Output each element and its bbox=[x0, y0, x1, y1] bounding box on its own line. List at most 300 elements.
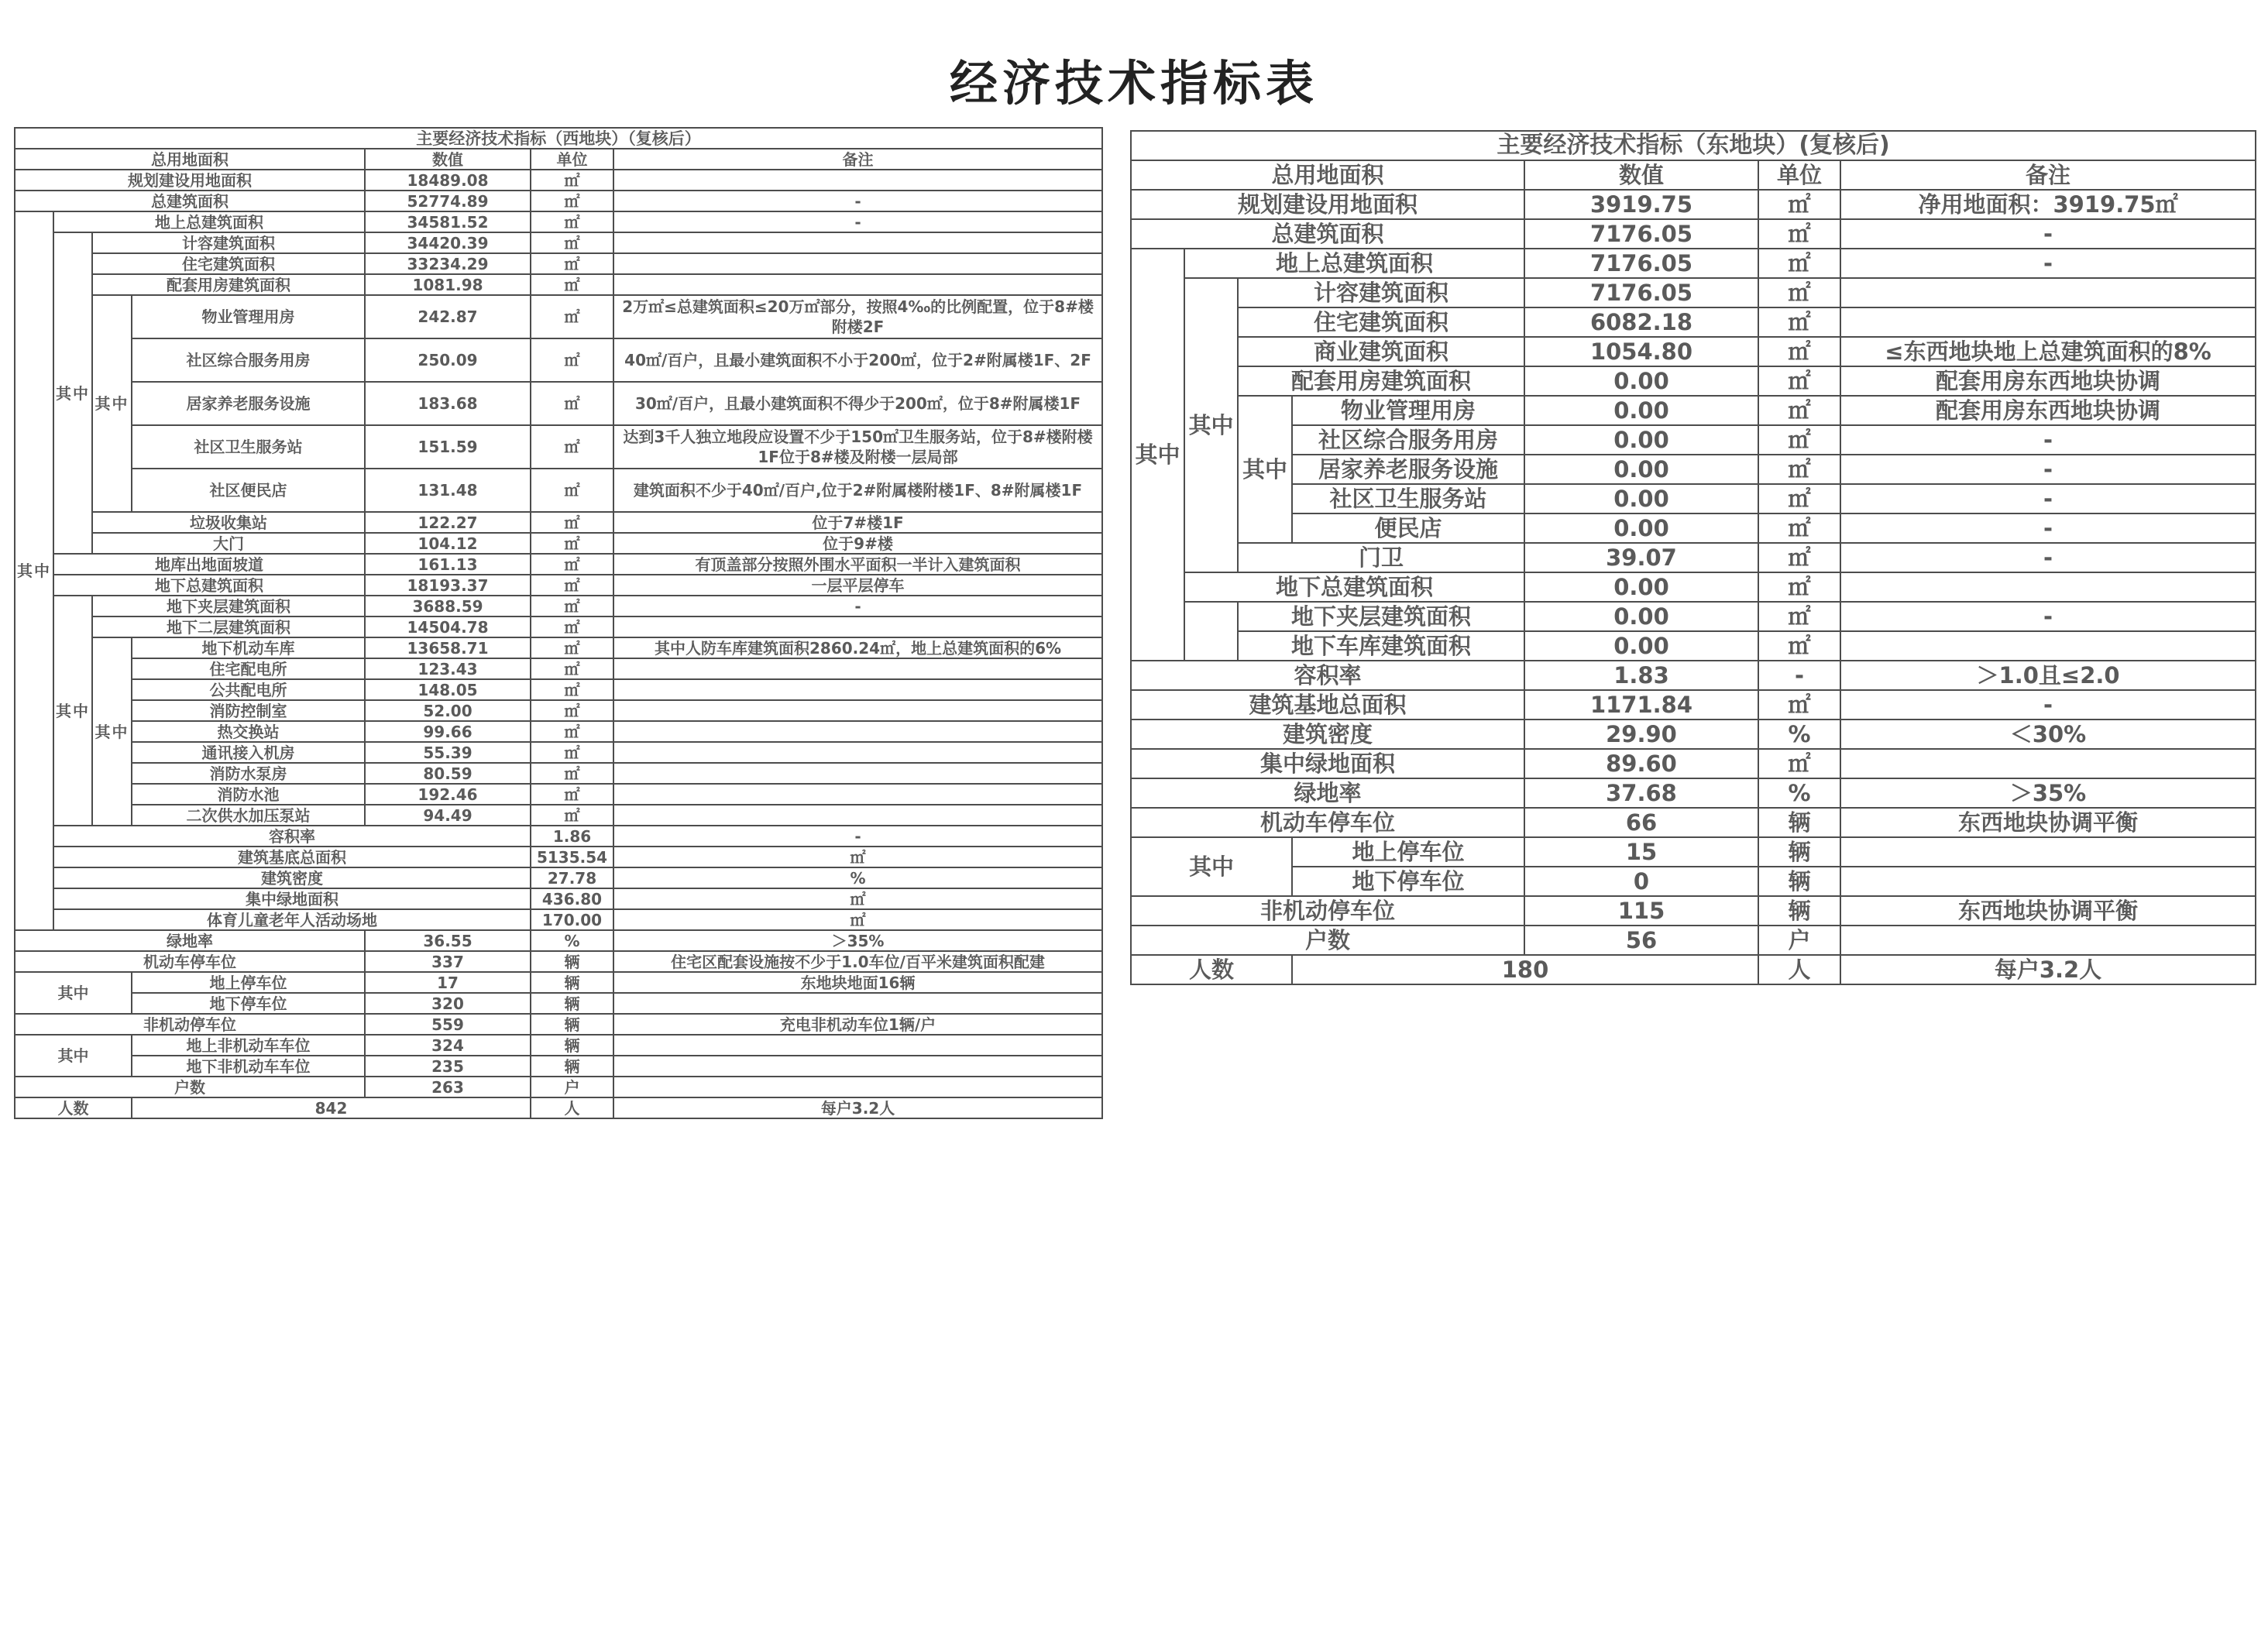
table-row bbox=[15, 972, 1102, 993]
table-row bbox=[1131, 955, 2256, 984]
table-row bbox=[1131, 307, 2256, 337]
unit-cell: 辆 bbox=[1758, 867, 1840, 896]
table-row bbox=[15, 763, 1102, 784]
item-label-cell: 总建筑面积 bbox=[1131, 219, 1524, 249]
remark-cell bbox=[613, 784, 1102, 805]
value-cell: 34581.52 bbox=[365, 211, 531, 232]
unit-cell: % bbox=[1758, 778, 1840, 808]
unit-cell: ㎡ bbox=[531, 253, 613, 274]
item-label-cell: 建筑密度 bbox=[53, 867, 531, 888]
remark-cell: - bbox=[1840, 543, 2256, 572]
unit-cell: ㎡ bbox=[1758, 690, 1840, 720]
west-table-title: 主要经济技术指标（西地块）（复核后） bbox=[15, 128, 1102, 149]
table-row bbox=[1131, 808, 2256, 837]
item-label-cell: 地下二层建筑面积 bbox=[92, 616, 365, 637]
unit-cell: ㎡ bbox=[531, 700, 613, 721]
header-value: 数值 bbox=[1524, 160, 1758, 190]
value-cell: 559 bbox=[365, 1014, 531, 1035]
table-row bbox=[15, 512, 1102, 533]
remark-cell: - bbox=[613, 596, 1102, 616]
unit-cell: 辆 bbox=[531, 993, 613, 1014]
unit-cell: ㎡ bbox=[531, 338, 613, 382]
unit-cell: - bbox=[1758, 661, 1840, 690]
value-cell: 52.00 bbox=[365, 700, 531, 721]
remark-cell: 位于9#楼 bbox=[613, 533, 1102, 554]
qizhong-label: 其中 bbox=[15, 972, 132, 1014]
table-row bbox=[15, 533, 1102, 554]
remark-cell bbox=[1840, 307, 2256, 337]
qizhong-label: 其中 bbox=[15, 1035, 132, 1077]
remark-cell: - bbox=[1840, 690, 2256, 720]
remark-cell bbox=[613, 274, 1102, 295]
remark-cell bbox=[613, 616, 1102, 637]
table-row bbox=[1131, 837, 2256, 867]
table-row bbox=[15, 338, 1102, 382]
unit-cell: ㎡ bbox=[1758, 543, 1840, 572]
table-row bbox=[15, 805, 1102, 826]
item-label-cell: 地上停车位 bbox=[1292, 837, 1524, 867]
unit-cell: ㎡ bbox=[1758, 219, 1840, 249]
value-cell: 1171.84 bbox=[1524, 690, 1758, 720]
table-row bbox=[1131, 455, 2256, 484]
unit-cell: % bbox=[613, 867, 1102, 888]
value-cell: 37.68 bbox=[1524, 778, 1758, 808]
value-cell: 52774.89 bbox=[365, 191, 531, 211]
value-cell: 3919.75 bbox=[1524, 190, 1758, 219]
unit-cell: 辆 bbox=[531, 1014, 613, 1035]
table-row bbox=[15, 616, 1102, 637]
qizhong-label: 其中 bbox=[15, 211, 53, 930]
value-cell: 131.48 bbox=[365, 469, 531, 512]
header-value: 数值 bbox=[365, 149, 531, 170]
item-label-cell: 计容建筑面积 bbox=[1238, 278, 1524, 307]
table-row bbox=[1131, 602, 2256, 631]
remark-cell: - bbox=[1840, 602, 2256, 631]
remark-cell bbox=[613, 658, 1102, 679]
value-cell: 0.00 bbox=[1524, 513, 1758, 543]
remark-cell: 每户3.2人 bbox=[613, 1097, 1102, 1118]
item-label-cell: 地下停车位 bbox=[132, 993, 365, 1014]
item-label-cell: 地上非机动车车位 bbox=[132, 1035, 365, 1056]
item-label-cell: 物业管理用房 bbox=[132, 295, 365, 338]
value-cell: 33234.29 bbox=[365, 253, 531, 274]
unit-cell: 辆 bbox=[531, 972, 613, 993]
value-cell: 18489.08 bbox=[365, 170, 531, 191]
remark-cell bbox=[613, 721, 1102, 742]
value-cell: 170.00 bbox=[531, 909, 613, 930]
unit-cell: ㎡ bbox=[531, 512, 613, 533]
remark-cell: 东西地块协调平衡 bbox=[1840, 808, 2256, 837]
item-label-cell: 地上总建筑面积 bbox=[53, 211, 365, 232]
table-row bbox=[15, 679, 1102, 700]
remark-cell: 东西地块协调平衡 bbox=[1840, 896, 2256, 926]
table-row bbox=[15, 1077, 1102, 1097]
item-label-cell: 地下总建筑面积 bbox=[53, 575, 365, 596]
value-cell: 55.39 bbox=[365, 742, 531, 763]
unit-cell: ㎡ bbox=[531, 554, 613, 575]
unit-cell: ㎡ bbox=[531, 616, 613, 637]
table-row bbox=[1131, 749, 2256, 778]
unit-cell: ㎡ bbox=[1758, 366, 1840, 396]
remark-cell: 建筑面积不少于40㎡/百户,位于2#附属楼附楼1F、8#附属楼1F bbox=[613, 469, 1102, 512]
value-cell: 436.80 bbox=[531, 888, 613, 909]
remark-cell bbox=[613, 1056, 1102, 1077]
item-label-cell: 人数 bbox=[15, 1097, 132, 1118]
table-row bbox=[1131, 249, 2256, 278]
value-cell: 148.05 bbox=[365, 679, 531, 700]
value-cell: 263 bbox=[365, 1077, 531, 1097]
value-cell: 3688.59 bbox=[365, 596, 531, 616]
unit-cell: ㎡ bbox=[531, 425, 613, 469]
value-cell: 161.13 bbox=[365, 554, 531, 575]
remark-cell: - bbox=[1840, 455, 2256, 484]
table-row bbox=[1131, 926, 2256, 955]
value-cell: 0.00 bbox=[1524, 425, 1758, 455]
item-label-cell: 社区便民店 bbox=[132, 469, 365, 512]
value-cell: 320 bbox=[365, 993, 531, 1014]
unit-cell: 辆 bbox=[531, 1056, 613, 1077]
value-cell: 123.43 bbox=[365, 658, 531, 679]
value-cell: 1.86 bbox=[531, 826, 613, 847]
item-label-cell: 户数 bbox=[15, 1077, 365, 1097]
remark-cell: 一层平层停车 bbox=[613, 575, 1102, 596]
item-label-cell: 绿地率 bbox=[15, 930, 365, 951]
remark-cell: 充电非机动车位1辆/户 bbox=[613, 1014, 1102, 1035]
value-cell: 15 bbox=[1524, 837, 1758, 867]
remark-cell: 30㎡/百户，且最小建筑面积不得少于200㎡，位于8#附属楼1F bbox=[613, 382, 1102, 425]
remark-cell bbox=[613, 253, 1102, 274]
unit-cell: ㎡ bbox=[531, 533, 613, 554]
item-label-cell: 人数 bbox=[1131, 955, 1292, 984]
header-total-area: 总用地面积 bbox=[1131, 160, 1524, 190]
unit-cell: ㎡ bbox=[531, 679, 613, 700]
value-cell: 337 bbox=[365, 951, 531, 972]
table-row bbox=[1131, 190, 2256, 219]
table-row bbox=[1131, 425, 2256, 455]
value-cell: 0.00 bbox=[1524, 631, 1758, 661]
remark-cell: - bbox=[1840, 513, 2256, 543]
item-label-cell: 消防控制室 bbox=[132, 700, 365, 721]
value-cell: 5135.54 bbox=[531, 847, 613, 867]
table-row bbox=[1131, 631, 2256, 661]
unit-cell: ㎡ bbox=[1758, 190, 1840, 219]
item-label-cell: 社区综合服务用房 bbox=[1292, 425, 1524, 455]
unit-cell: 户 bbox=[531, 1077, 613, 1097]
value-cell: 39.07 bbox=[1524, 543, 1758, 572]
table-row bbox=[15, 469, 1102, 512]
remark-cell: - bbox=[613, 211, 1102, 232]
unit-cell: ㎡ bbox=[531, 658, 613, 679]
unit-cell: ㎡ bbox=[531, 232, 613, 253]
table-row bbox=[15, 1056, 1102, 1077]
table-row bbox=[1131, 484, 2256, 513]
value-cell: 324 bbox=[365, 1035, 531, 1056]
item-label-cell: 总建筑面积 bbox=[15, 191, 365, 211]
unit-cell: ㎡ bbox=[1758, 337, 1840, 366]
item-label-cell: 公共配电所 bbox=[132, 679, 365, 700]
item-label-cell: 地下夹层建筑面积 bbox=[92, 596, 365, 616]
remark-cell bbox=[1840, 749, 2256, 778]
value-cell: 0.00 bbox=[1524, 455, 1758, 484]
qizhong-label: 其中 bbox=[92, 637, 132, 826]
item-label-cell: 地下车库建筑面积 bbox=[1238, 631, 1524, 661]
value-cell: 36.55 bbox=[365, 930, 531, 951]
unit-cell: ㎡ bbox=[1758, 425, 1840, 455]
qizhong-label: 其中 bbox=[1184, 278, 1238, 572]
remark-cell: 东地块地面16辆 bbox=[613, 972, 1102, 993]
table-row bbox=[1131, 896, 2256, 926]
item-label-cell: 地上总建筑面积 bbox=[1184, 249, 1524, 278]
item-label-cell: 机动车停车位 bbox=[1131, 808, 1524, 837]
table-row bbox=[1131, 543, 2256, 572]
unit-cell: ㎡ bbox=[531, 469, 613, 512]
value-cell: 14504.78 bbox=[365, 616, 531, 637]
item-label-cell: 规划建设用地面积 bbox=[1131, 190, 1524, 219]
item-label-cell: 集中绿地面积 bbox=[53, 888, 531, 909]
remark-cell: 配套用房东西地块协调 bbox=[1840, 366, 2256, 396]
item-label-cell: 容积率 bbox=[1131, 661, 1524, 690]
item-label-cell: 二次供水加压泵站 bbox=[132, 805, 365, 826]
table-row bbox=[15, 1035, 1102, 1056]
item-label-cell: 户数 bbox=[1131, 926, 1524, 955]
unit-cell: ㎡ bbox=[531, 763, 613, 784]
remark-cell: - bbox=[1840, 484, 2256, 513]
west-indicator-table bbox=[14, 127, 1103, 1119]
item-label-cell: 非机动停车位 bbox=[1131, 896, 1524, 926]
remark-cell: - bbox=[1840, 219, 2256, 249]
unit-cell: ㎡ bbox=[613, 909, 1102, 930]
item-label-cell: 非机动停车位 bbox=[15, 1014, 365, 1035]
table-row bbox=[1131, 572, 2256, 602]
value-cell: 27.78 bbox=[531, 867, 613, 888]
remark-cell: 2万㎡≤总建筑面积≤20万㎡部分，按照4‰的比例配置，位于8#楼附楼2F bbox=[613, 295, 1102, 338]
remark-cell bbox=[1840, 572, 2256, 602]
value-cell: 0.00 bbox=[1524, 366, 1758, 396]
table-row bbox=[15, 867, 1102, 888]
item-label-cell: 社区卫生服务站 bbox=[1292, 484, 1524, 513]
remark-cell bbox=[613, 232, 1102, 253]
unit-cell: % bbox=[1758, 720, 1840, 749]
unit-cell: ㎡ bbox=[1758, 631, 1840, 661]
table-row bbox=[15, 909, 1102, 930]
table-row bbox=[15, 1014, 1102, 1035]
value-cell: 242.87 bbox=[365, 295, 531, 338]
value-cell: 183.68 bbox=[365, 382, 531, 425]
unit-cell: ㎡ bbox=[531, 211, 613, 232]
remark-cell: 位于7#楼1F bbox=[613, 512, 1102, 533]
value-cell: 89.60 bbox=[1524, 749, 1758, 778]
item-label-cell: 消防水池 bbox=[132, 784, 365, 805]
unit-cell: ㎡ bbox=[531, 575, 613, 596]
unit-cell: ㎡ bbox=[531, 742, 613, 763]
table-row bbox=[1131, 690, 2256, 720]
unit-cell: 户 bbox=[1758, 926, 1840, 955]
remark-cell: 净用地面积：3919.75㎡ bbox=[1840, 190, 2256, 219]
value-cell: 842 bbox=[132, 1097, 531, 1118]
table-row bbox=[15, 191, 1102, 211]
remark-cell bbox=[613, 679, 1102, 700]
value-cell: 0.00 bbox=[1524, 602, 1758, 631]
table-row bbox=[15, 295, 1102, 338]
unit-cell: 辆 bbox=[1758, 808, 1840, 837]
value-cell: 34420.39 bbox=[365, 232, 531, 253]
header-total-area: 总用地面积 bbox=[15, 149, 365, 170]
value-cell: 122.27 bbox=[365, 512, 531, 533]
page-title: 经济技术指标表 bbox=[949, 55, 1318, 112]
item-label-cell: 地下总建筑面积 bbox=[1184, 572, 1524, 602]
value-cell: 151.59 bbox=[365, 425, 531, 469]
item-label-cell: 建筑基底总面积 bbox=[53, 847, 531, 867]
item-label-cell: 地下非机动车车位 bbox=[132, 1056, 365, 1077]
qizhong-label: 其中 bbox=[92, 295, 132, 512]
remark-cell: 40㎡/百户，且最小建筑面积不小于200㎡，位于2#附属楼1F、2F bbox=[613, 338, 1102, 382]
value-cell: 29.90 bbox=[1524, 720, 1758, 749]
value-cell: 115 bbox=[1524, 896, 1758, 926]
unit-cell: ㎡ bbox=[1758, 396, 1840, 425]
remark-cell bbox=[1840, 837, 2256, 867]
value-cell: 1054.80 bbox=[1524, 337, 1758, 366]
header-remark: 备注 bbox=[1840, 160, 2256, 190]
item-label-cell: 物业管理用房 bbox=[1292, 396, 1524, 425]
unit-cell: 辆 bbox=[531, 951, 613, 972]
table-row bbox=[1131, 366, 2256, 396]
item-label-cell: 机动车停车位 bbox=[15, 951, 365, 972]
table-row bbox=[15, 253, 1102, 274]
remark-cell bbox=[613, 805, 1102, 826]
item-label-cell: 地库出地面坡道 bbox=[53, 554, 365, 575]
qizhong-label: 其中 bbox=[1238, 396, 1292, 543]
unit-cell: ㎡ bbox=[1758, 455, 1840, 484]
table-title-row bbox=[1131, 131, 2256, 160]
table-row bbox=[1131, 867, 2256, 896]
table-row bbox=[15, 274, 1102, 295]
item-label-cell: 集中绿地面积 bbox=[1131, 749, 1524, 778]
unit-cell: ㎡ bbox=[531, 721, 613, 742]
table-row bbox=[15, 1097, 1102, 1118]
value-cell: 104.12 bbox=[365, 533, 531, 554]
value-cell: 17 bbox=[365, 972, 531, 993]
item-label-cell: 绿地率 bbox=[1131, 778, 1524, 808]
remark-cell: - bbox=[1840, 249, 2256, 278]
value-cell: 0.00 bbox=[1524, 484, 1758, 513]
item-label-cell: 居家养老服务设施 bbox=[1292, 455, 1524, 484]
table-row bbox=[15, 888, 1102, 909]
item-label-cell: 容积率 bbox=[53, 826, 531, 847]
item-label-cell: 商业建筑面积 bbox=[1238, 337, 1524, 366]
value-cell: 7176.05 bbox=[1524, 219, 1758, 249]
blank-cell bbox=[1184, 602, 1238, 661]
header-row bbox=[1131, 160, 2256, 190]
unit-cell: ㎡ bbox=[1758, 307, 1840, 337]
item-label-cell: 垃圾收集站 bbox=[92, 512, 365, 533]
remark-cell: - bbox=[1840, 425, 2256, 455]
table-row bbox=[15, 575, 1102, 596]
value-cell: 94.49 bbox=[365, 805, 531, 826]
remark-cell bbox=[613, 993, 1102, 1014]
table-row bbox=[15, 784, 1102, 805]
remark-cell bbox=[1840, 631, 2256, 661]
table-title-row bbox=[15, 128, 1102, 149]
value-cell: 1081.98 bbox=[365, 274, 531, 295]
table-row bbox=[1131, 720, 2256, 749]
value-cell: 18193.37 bbox=[365, 575, 531, 596]
unit-cell: 辆 bbox=[1758, 837, 1840, 867]
unit-cell: ㎡ bbox=[531, 805, 613, 826]
unit-cell: 辆 bbox=[531, 1035, 613, 1056]
value-cell: 7176.05 bbox=[1524, 278, 1758, 307]
table-row bbox=[15, 170, 1102, 191]
qizhong-label: 其中 bbox=[1131, 837, 1292, 896]
remark-cell bbox=[1840, 926, 2256, 955]
remark-cell: 达到3千人独立地段应设置不少于150㎡卫生服务站，位于8#楼附楼1F位于8#楼及附楼一层局部 bbox=[613, 425, 1102, 469]
item-label-cell: 规划建设用地面积 bbox=[15, 170, 365, 191]
remark-cell: ＞35% bbox=[613, 930, 1102, 951]
table-row bbox=[15, 554, 1102, 575]
remark-cell: ＞1.0且≤2.0 bbox=[1840, 661, 2256, 690]
remark-cell bbox=[613, 700, 1102, 721]
table-row bbox=[15, 425, 1102, 469]
table-row bbox=[15, 951, 1102, 972]
remark-cell: ＞35% bbox=[1840, 778, 2256, 808]
item-label-cell: 社区卫生服务站 bbox=[132, 425, 365, 469]
header-unit: 单位 bbox=[531, 149, 613, 170]
item-label-cell: 便民店 bbox=[1292, 513, 1524, 543]
unit-cell: ㎡ bbox=[531, 637, 613, 658]
header-row bbox=[15, 149, 1102, 170]
unit-cell: ㎡ bbox=[531, 170, 613, 191]
table-row bbox=[15, 232, 1102, 253]
east-indicator-table bbox=[1130, 130, 2256, 985]
item-label-cell: 配套用房建筑面积 bbox=[1238, 366, 1524, 396]
remark-cell bbox=[613, 763, 1102, 784]
remark-cell: 其中人防车库建筑面积2860.24㎡，地上总建筑面积的6% bbox=[613, 637, 1102, 658]
unit-cell: - bbox=[613, 826, 1102, 847]
value-cell: 6082.18 bbox=[1524, 307, 1758, 337]
value-cell: 0.00 bbox=[1524, 396, 1758, 425]
remark-cell bbox=[613, 170, 1102, 191]
table-row bbox=[1131, 396, 2256, 425]
remark-cell bbox=[613, 742, 1102, 763]
east-table-title: 主要经济技术指标（东地块）(复核后) bbox=[1131, 131, 2256, 160]
qizhong-label: 其中 bbox=[1131, 249, 1184, 661]
unit-cell: ㎡ bbox=[1758, 572, 1840, 602]
remark-cell: ≤东西地块地上总建筑面积的8% bbox=[1840, 337, 2256, 366]
unit-cell: 辆 bbox=[1758, 896, 1840, 926]
table-row bbox=[15, 847, 1102, 867]
item-label-cell: 住宅配电所 bbox=[132, 658, 365, 679]
value-cell: 80.59 bbox=[365, 763, 531, 784]
item-label-cell: 地下机动车库 bbox=[132, 637, 365, 658]
remark-cell: ＜30% bbox=[1840, 720, 2256, 749]
value-cell: 192.46 bbox=[365, 784, 531, 805]
remark-cell: 住宅区配套设施按不少于1.0车位/百平米建筑面积配建 bbox=[613, 951, 1102, 972]
remark-cell: - bbox=[613, 191, 1102, 211]
table-row bbox=[15, 700, 1102, 721]
item-label-cell: 建筑基地总面积 bbox=[1131, 690, 1524, 720]
unit-cell: 人 bbox=[531, 1097, 613, 1118]
unit-cell: 人 bbox=[1758, 955, 1840, 984]
value-cell: 1.83 bbox=[1524, 661, 1758, 690]
value-cell: 56 bbox=[1524, 926, 1758, 955]
value-cell: 13658.71 bbox=[365, 637, 531, 658]
table-row bbox=[15, 721, 1102, 742]
unit-cell: ㎡ bbox=[1758, 749, 1840, 778]
unit-cell: ㎡ bbox=[531, 382, 613, 425]
table-row bbox=[1131, 778, 2256, 808]
item-label-cell: 住宅建筑面积 bbox=[92, 253, 365, 274]
unit-cell: % bbox=[531, 930, 613, 951]
item-label-cell: 地上停车位 bbox=[132, 972, 365, 993]
